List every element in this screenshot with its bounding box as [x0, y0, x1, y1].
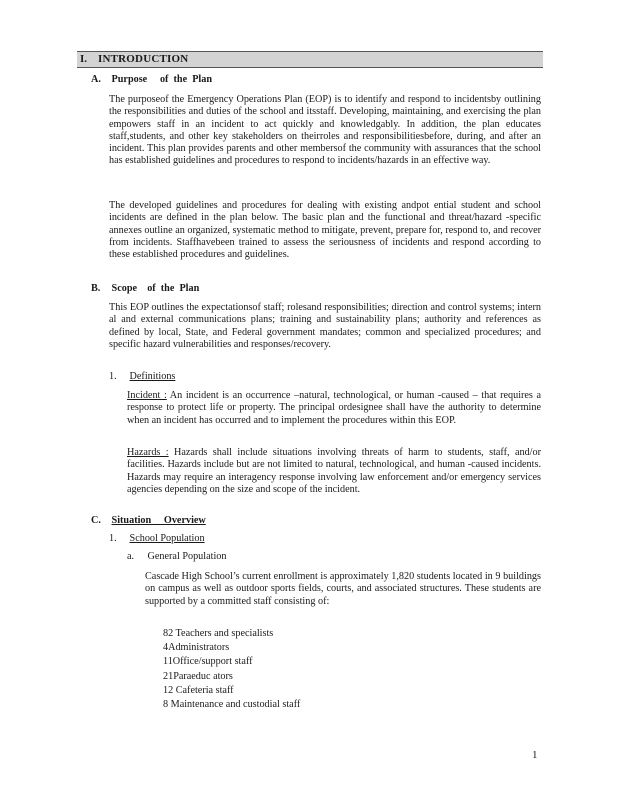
scope-label: B. [91, 283, 101, 294]
hazards-term: Hazards : [127, 447, 169, 458]
incident-term: Incident : [127, 390, 167, 401]
general-population-heading [127, 551, 226, 563]
general-population-title: General Population [147, 551, 227, 562]
list-item: 11Office/support staff [163, 656, 253, 668]
purpose-heading [91, 74, 212, 86]
section-number: I. [80, 53, 88, 66]
incident-definition [127, 390, 541, 427]
situation-title: Situation Overview [111, 515, 206, 526]
scope-heading [91, 283, 199, 295]
section-header [77, 51, 543, 68]
purpose-title: Purpose of the Plan [111, 74, 213, 85]
incident-text: An incident is an occurrence –natural, technological, or human -caused – that requires a response to protect life or property. The principal ordesignee shall have the authority to determine when an incident has occurred and to implement the procedures within this EOP. [127, 390, 541, 426]
list-item: 4Administrators [163, 642, 230, 654]
hazards-text: Hazards shall include situations involving threats of harm to students, staff, and/or facilities. Hazards include but are not limited to natural, technological, and human -caused incidents. Hazards may require an interagency response involving law enforcement and/or emergency services agencies depending on the size and scope of the incident. [127, 447, 541, 495]
general-population-paragraph: Cascade High School’s current enrollment is approximately 1,820 students located in 9 buildings on campus as well as outdoor sports fields, courts, and associated structures. These students are supported by a committed staff consisting of: [145, 571, 541, 607]
list-item: 12 Cafeteria staff [163, 684, 234, 696]
purpose-paragraph-2: The developed guidelines and procedures for dealing with existing andpot ential student and school incidents are defined in the plan below. The basic plan and the functional and threat/hazard -specific annexes outline an organized, systematic method to mitigate, prevent, prepare for, respond to, and recover from incidents. Staffhavebeen trained to assess the seriousness of incidents and respond according to these established procedures and guidelines. [109, 200, 541, 261]
school-population-title: School Population [129, 533, 205, 544]
situation-label: C. [91, 515, 101, 526]
general-population-label: a. [127, 551, 135, 562]
purpose-paragraph-1: The purposeof the Emergency Operations Plan (EOP) is to identify and respond to incidentsby outlining the responsibilities and duties of the school and itsstaff. Developing, maintaining, and exercising the plan empowers staff in an incident to act quickly and knowledgably. In addition, the plan educates staff,students, and other key stakeholders on theirroles and responsibilitiesbefore, during, and after an incident. This plan provides parents and other membersof the community with assurances that the school has established guidelines and procedures to respond to incidents/hazards in an effective way. [109, 94, 541, 167]
list-item: 8 Maintenance and custodial staff [163, 698, 301, 710]
hazards-definition [127, 447, 541, 496]
definitions-label: 1. [109, 371, 117, 382]
purpose-label: A. [91, 74, 101, 85]
staff-list [145, 627, 300, 712]
situation-heading [91, 515, 206, 527]
definitions-title: Definitions [129, 371, 176, 382]
list-item: 82 Teachers and specialists [163, 627, 274, 639]
list-item: 21Paraeduc ators [163, 670, 233, 682]
school-population-heading [109, 533, 205, 545]
school-population-label: 1. [109, 533, 117, 544]
page-number: 1 [532, 749, 538, 761]
scope-title: Scope of the Plan [111, 283, 200, 294]
scope-paragraph: This EOP outlines the expectationsof staff; rolesand responsibilities; direction and control systems; intern al and external communications plans; training and sustainability plans; authority and references as defined by local, State, and Federal government mandates; common and specialized procedures; and specific hazard vulnerabilities and responses/recovery. [109, 302, 541, 350]
definitions-heading [109, 371, 175, 383]
section-title: INTRODUCTION [98, 53, 189, 66]
